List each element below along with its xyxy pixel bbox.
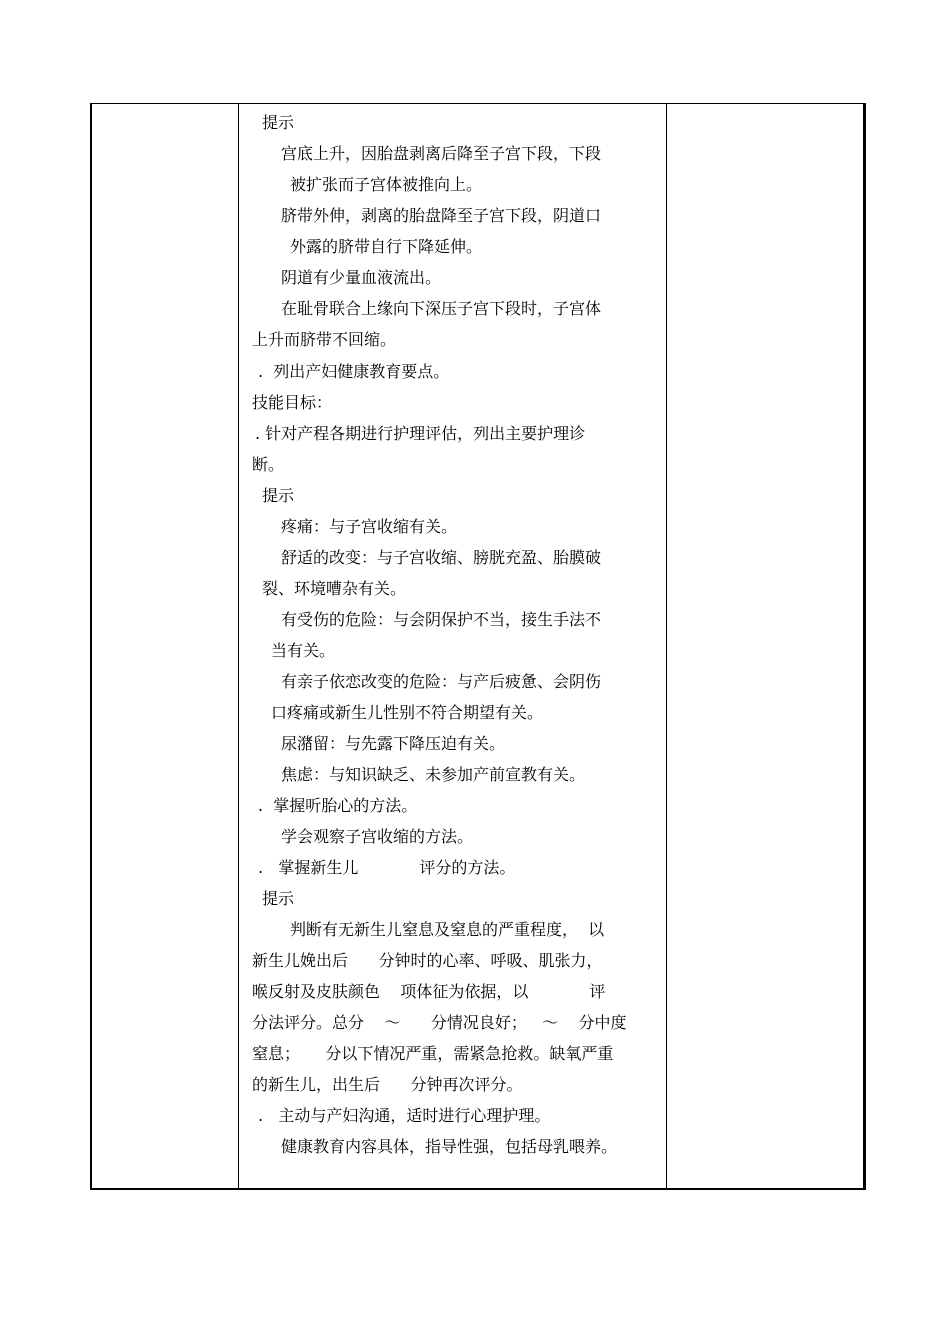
text-line: 阴道有少量血液流出。 xyxy=(281,268,442,287)
text-line: 尿潴留：与先露下降压迫有关。 xyxy=(281,734,506,753)
text-line: 健康教育内容具体，指导性强，包括母乳喂养。 xyxy=(281,1137,618,1156)
text-line: 有亲子依恋改变的危险：与产后疲惫、会阴伤 xyxy=(281,672,602,691)
text-line: . 掌握新生儿 评分的方法。 xyxy=(258,858,516,877)
table-col-divider-2 xyxy=(666,103,667,1190)
text-line: 舒适的改变：与子宫收缩、膀胱充盈、胎膜破 xyxy=(281,548,602,567)
text-line: 判断有无新生儿窒息及窒息的严重程度， 以 xyxy=(290,920,605,939)
text-line: 新生儿娩出后 分钟时的心率、呼吸、肌张力， xyxy=(252,951,603,970)
text-line: . 掌握听胎心的方法。 xyxy=(258,796,418,815)
text-line: 当有关。 xyxy=(271,641,336,660)
text-line: 分法评分。总分 ～ 分情况良好； ～ 分中度 xyxy=(252,1013,627,1032)
text-line: . 列出产妇健康教育要点。 xyxy=(258,362,450,381)
table-right-border xyxy=(863,103,866,1190)
text-line: 疼痛：与子宫收缩有关。 xyxy=(281,517,458,536)
text-line: . 针对产程各期进行护理评估，列出主要护理诊 xyxy=(255,424,586,443)
text-line: 提示 xyxy=(262,889,295,908)
text-line: . 主动与产妇沟通，适时进行心理护理。 xyxy=(258,1106,551,1125)
text-line: 裂、环境嘈杂有关。 xyxy=(262,579,407,598)
text-line: 提示 xyxy=(262,486,295,505)
text-line: 被扩张而子宫体被推向上。 xyxy=(290,175,483,194)
table-bottom-border xyxy=(90,1188,866,1190)
text-line: 喉反射及皮肤颜色 项体征为依据，以 评 xyxy=(252,982,606,1001)
text-line: 上升而脐带不回缩。 xyxy=(252,330,397,349)
text-line: 外露的脐带自行下降延伸。 xyxy=(290,237,483,256)
text-line: 在耻骨联合上缘向下深压子宫下段时，子宫体 xyxy=(281,299,602,318)
text-line: 脐带外伸，剥离的胎盘降至子宫下段，阴道口 xyxy=(281,206,602,225)
text-line: 提示 xyxy=(262,113,295,132)
text-line: 学会观察子宫收缩的方法。 xyxy=(281,827,474,846)
text-line: 有受伤的危险：与会阴保护不当，接生手法不 xyxy=(281,610,602,629)
table-col-divider-1 xyxy=(238,103,239,1190)
table-left-border xyxy=(90,103,92,1190)
text-line: 的新生儿，出生后 分钟再次评分。 xyxy=(252,1075,523,1094)
text-line: 宫底上升，因胎盘剥离后降至子宫下段，下段 xyxy=(281,144,602,163)
text-line: 口疼痛或新生儿性别不符合期望有关。 xyxy=(271,703,544,722)
text-line: 窒息； 分以下情况严重，需紧急抢救。缺氧严重 xyxy=(252,1044,614,1063)
text-line: 焦虑：与知识缺乏、未参加产前宣教有关。 xyxy=(281,765,586,784)
table-top-border xyxy=(90,103,866,104)
text-line: 断。 xyxy=(252,455,285,474)
text-line: 技能目标： xyxy=(252,393,333,412)
